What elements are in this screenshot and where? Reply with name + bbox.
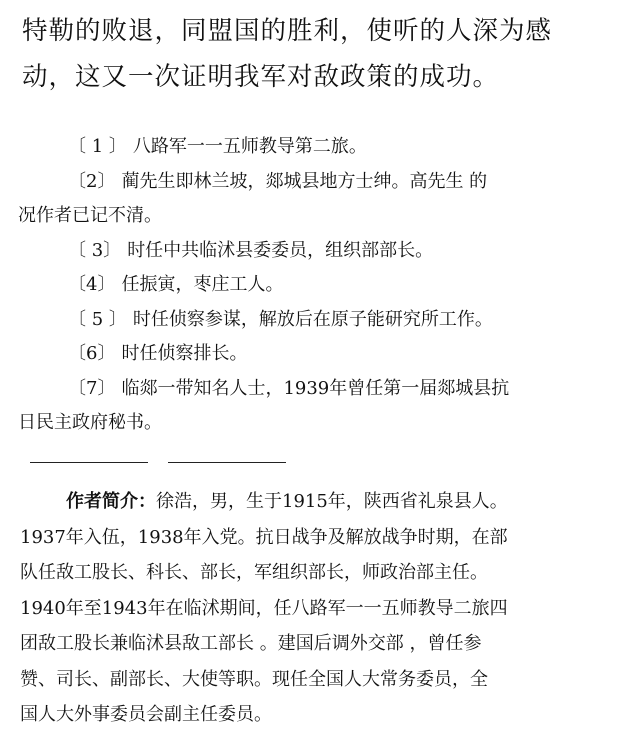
footnote-marker: 〔7〕 <box>68 377 116 399</box>
footnote-text: 八路军一一五师教导第二旅。 <box>132 136 367 157</box>
footnote-1 <box>18 130 628 165</box>
bio-line: 赞、司长、副部长、大使等职。现任全国人大常务委员，全 <box>20 668 488 690</box>
footnote-marker: 〔2〕 <box>68 170 116 192</box>
section-divider <box>30 462 148 463</box>
footnote-2 <box>18 165 628 200</box>
footnote-marker: 〔 1 〕 <box>68 136 127 157</box>
footnote-3 <box>18 234 628 269</box>
footnote-marker: 〔6〕 <box>68 343 116 364</box>
footnote-text: 日民主政府秘书。 <box>18 412 162 433</box>
footnote-text: 时任中共临沭县委委员，组织部部长。 <box>127 239 434 261</box>
footnote-text: 时任侦察参谋，解放后在原子能研究所工作。 <box>132 308 493 330</box>
footnote-5 <box>18 303 628 338</box>
footnote-text: 任振寅，枣庄工人。 <box>121 274 284 295</box>
intro-paragraph <box>22 8 622 100</box>
footnote-marker: 〔 3〕 <box>68 239 122 261</box>
bio-first-line <box>20 484 632 520</box>
footnote-marker: 〔 5 〕 <box>68 308 127 330</box>
bio-line: 队任敌工股长、科长、部长，军组织部长，师政治部主任。 <box>20 562 488 583</box>
footnote-text: 况作者已记不清。 <box>18 205 162 226</box>
section-divider <box>168 462 286 463</box>
intro-line: 特勒的败退，同盟国的胜利，使听的人深为感 <box>22 16 553 46</box>
footnote-6 <box>18 337 628 372</box>
intro-line: 动，这又一次证明我军对敌政策的成功。 <box>22 62 500 92</box>
footnotes <box>18 130 628 441</box>
footnote-text: 临郯一带知名人士，1939年曾任第一届郯城县抗 <box>121 377 510 399</box>
bio-text: 徐浩，男，生于1915年，陕西省礼泉县人。 <box>156 491 508 512</box>
footnote-marker: 〔4〕 <box>68 274 116 295</box>
bio-line: 国人大外事委员会副主任委员。 <box>20 704 272 725</box>
footnote-text: 蔺先生即林兰坡，郯城县地方士绅。高先生 的 <box>121 170 488 192</box>
footnote-text: 时任侦察排长。 <box>121 343 248 364</box>
footnote-7 <box>18 372 628 407</box>
bio-label: 作者简介： <box>66 491 156 512</box>
footnote-7-continuation <box>18 406 628 441</box>
bio-line: 1940年至1943年在临沭期间，任八路军一一五师教导二旅四 <box>20 597 508 619</box>
bio-line: 团敌工股长兼临沭县敌工部长 。建国后调外交部 ，曾任参 <box>20 633 482 654</box>
footnote-4 <box>18 268 628 303</box>
footnote-2-continuation <box>18 199 628 234</box>
author-bio <box>20 484 632 733</box>
bio-line: 1937年入伍，1938年入党。抗日战争及解放战争时期，在部 <box>20 526 508 548</box>
